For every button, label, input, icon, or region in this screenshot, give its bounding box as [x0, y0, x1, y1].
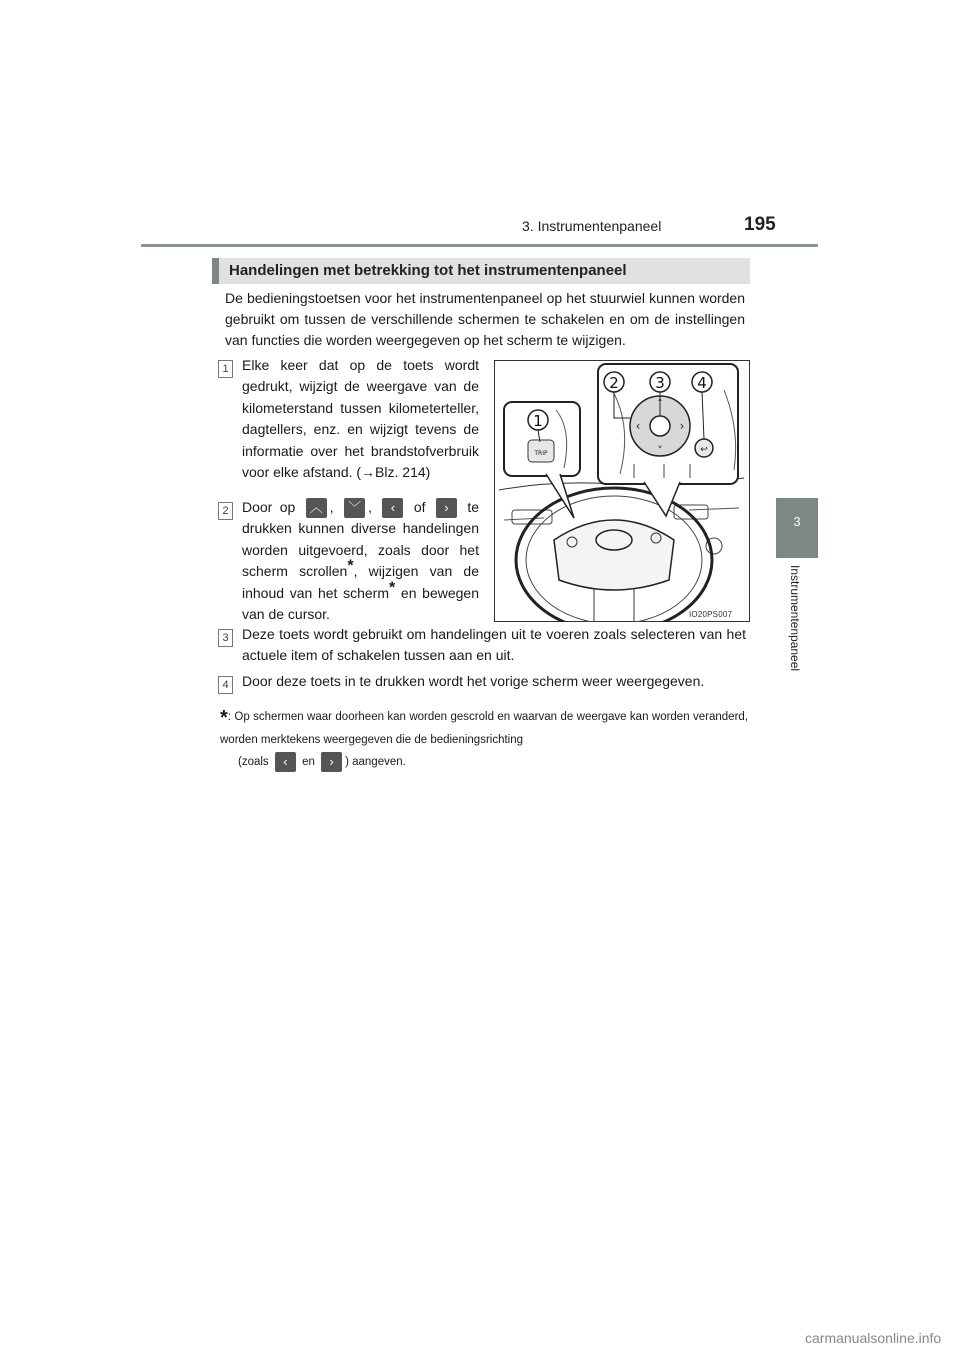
callout-4: 4 — [697, 374, 707, 392]
chevron-right-icon: › — [321, 752, 342, 772]
chapter-tab-label: Instrumentenpaneel — [788, 565, 802, 672]
back-icon: ↩ — [700, 445, 708, 455]
item-3-text: Deze toets wordt gebruikt om handelingen uit te voeren zoals selecteren van het actuele item of schakelen tussen aan en uit. — [242, 626, 746, 664]
asterisk: * — [389, 578, 396, 596]
chevron-left-icon: ‹ — [382, 498, 403, 518]
item-number: 1 — [218, 360, 233, 378]
chevron-right-icon: › — [436, 498, 457, 518]
callout-3: 3 — [655, 374, 665, 392]
item-2-or: of — [413, 499, 426, 515]
footnote-and: en — [302, 756, 315, 768]
item-2-sep: , — [368, 499, 372, 515]
item-2-text — [242, 497, 479, 625]
illustration-code: IO20PS007 — [689, 610, 733, 619]
item-2-post: te drukken kunnen diverse handelingen worden uitgevoerd, zoals door het scherm scrollen — [242, 499, 480, 580]
item-4-text: Door deze toets in te drukken wordt het vorige scherm weer weergegeven. — [242, 673, 705, 689]
item-2-sep: , — [329, 499, 334, 515]
footnote-post: ) aangeven. — [345, 756, 406, 768]
page-number: 195 — [744, 214, 776, 235]
callout-2: 2 — [609, 374, 619, 392]
svg-text:˄: ˄ — [657, 397, 663, 410]
item-number: 3 — [218, 629, 233, 647]
header-rule — [141, 244, 818, 247]
svg-text:›: › — [679, 419, 685, 433]
footnote — [220, 706, 748, 773]
item-2-end: en bewegen van de cursor. — [242, 584, 480, 623]
chapter-tab-number: 3 — [793, 514, 801, 529]
footnote-continuation — [220, 751, 748, 773]
section-heading: Handelingen met betrekking tot het instrumentenpaneel — [212, 258, 750, 284]
svg-text:˅: ˅ — [657, 444, 663, 457]
callout-1: 1 — [533, 412, 543, 430]
footnote-asterisk: * — [220, 707, 228, 729]
watermark: carmanualsonline.info — [805, 1330, 942, 1346]
intro-paragraph: De bedieningstoetsen voor het instrumentenpaneel op het stuurwiel kunnen worden gebruikt om tussen de verschillende schermen te schakelen en om de instellingen van functies die worden weergegeven op het scherm te wijzigen. — [225, 290, 745, 348]
item-2-pre: Door op — [242, 499, 296, 515]
item-2-mid: , wijzigen van de inhoud van het scherm — [242, 563, 479, 601]
trip-label: TRIP — [534, 450, 548, 457]
steering-wheel-illustration — [494, 360, 750, 622]
header-section-title: 3. Instrumentenpaneel — [522, 218, 662, 234]
svg-text:‹: ‹ — [635, 419, 641, 433]
chevron-left-icon: ‹ — [275, 752, 296, 772]
item-number: 2 — [218, 502, 233, 520]
footnote-text: : Op schermen waar doorheen kan worden gescrold en waarvan de weergave kan worden veranderd, worden merktekens weergegeven die de bedieningsrichting — [220, 711, 748, 746]
footnote-pre: (zoals — [238, 756, 269, 768]
item-1-text: Elke keer dat op de toets wordt gedrukt, wijzigt de weergave van de kilometerstand tussen kilometerteller, dagtellers, enz. en wijzigt tevens de informatie over het brandstofverbruik voor elke afstand. (→Blz. 214) — [242, 357, 479, 481]
item-number: 4 — [218, 676, 233, 694]
chevron-up-icon: ︿ — [306, 498, 327, 518]
chevron-down-icon: ﹀ — [344, 498, 365, 518]
asterisk: * — [347, 557, 354, 575]
